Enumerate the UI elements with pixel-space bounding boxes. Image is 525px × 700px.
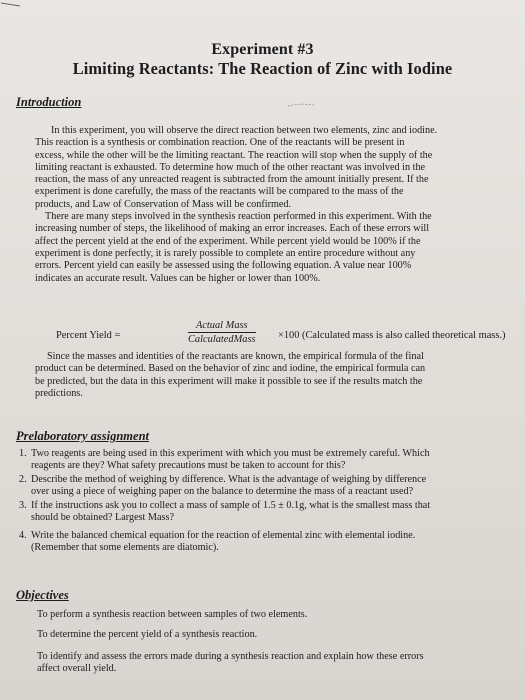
prelab-heading: Prelaboratory assignment: [16, 429, 149, 443]
document-page: Experiment #3 Limiting Reactants: The Reaction of Zinc with Iodine Introduction In this experiment, you will observe the direct reaction between two elements, zinc and iodine. This reaction is a synthesis or combination reaction. One of the reactants will be present in excess, while the other will be the limiting reactant. The reaction will stop when the supply of the limiting reactant is exhausted. To determine how much of the other reactant was involved in the reaction, the mass of any unreacted reagent is subtracted from the amount initially present. If the experiment is done carefully, the mass of the reactants will be compared to the mass of the products, and Law of Conservation of Mass will be confirmed. There are many steps involved in the synthesis reaction performed in this experiment. With the increasing number of steps, the likelihood of making an error increases. Each of these errors will affect the percent yield at the end of the experiment. While percent yield would be 100% if the experiment is done perfectly, it is rarely possible to complete an entire procedure without any errors. Percent yield can easily be assessed using the following equation. A value near 100% indicates an accurate result. Values can be higher or lower than 100%. Percent Yield = Actual Mass CalculatedMass ×100 (Calculated mass is also called theoretical mass.) Since the masses and identities of the reactants are known, the empirical formula of the final product can be determined. Based on the behavior of zinc and iodine, the empirical formula can be predicted, but the data in this experiment will make it possible to see if the results match the predictions. Prelaboratory assignment 1. Two reagents are being used in this experiment with which you must be extremely careful. Which reagents are they? What safety precautions must be taken to account for this? 2. Describe the method of weighing by difference. What is the advantage of weighing by difference over using a piece of weighing paper on the balance to determine the mass of a reactant used? 3. If the instructions ask you to collect a mass of sample of 1.5 ± 0.1g, what is the smallest mass that should be obtained? Largest Mass? 4. Write the balanced chemical equation for the reaction of elemental zinc with elemental iodine. (Remember that some elements are diatomic). Objectives To perform a synthesis reaction between samples of two elements. To determine the percent yield of a synthesis reaction. To identify and assess the errors made during a synthesis reaction and explain how these errors affect overall yield.: [0, 0, 525, 700]
percent-yield-equation: [56, 320, 525, 350]
intro-paragraph-1: In this experiment, you will observe the direct reaction between two elements, zinc and iodine. This reaction is a synthesis or combination reaction. One of the reactants will be present in excess, while the other will be the limiting reactant. The reaction will stop when the supply of the limiting reactant is exhausted. To determine how much of the other reactant was involved in the reaction, the mass of any unreacted reagent is subtracted from the amount initially present. If the experiment is done carefully, the mass of the reactants will be compared to the mass of the products, and Law of Conservation of Mass will be confirmed. There are many steps involved in the synthesis reaction performed in this experiment. With the increasing number of steps, the likelihood of making an error increases. Each of these errors will affect the percent yield at the end of the experiment. While percent yield would be 100% if the experiment is done perfectly, it is rarely possible to complete an entire procedure without any errors. Percent yield can easily be assessed using the following equation. A value near 100% indicates an accurate result. Values can be higher or lower than 100%.: [35, 125, 438, 284]
objective-item-2: To determine the percent yield of a synthesis reaction.: [37, 629, 258, 640]
intro-paragraph-3: Since the masses and identities of the reactants are known, the empirical formula of the final product can be determined. Based on the behavior of zinc and iodine, the empirical formula can be predicted, but the data in this experiment will make it possible to see if the results match the predictions.: [35, 351, 426, 399]
equation-numerator: Actual Mass: [188, 320, 256, 333]
equation-label: Percent Yield =: [56, 330, 121, 341]
objective-item-1: To perform a synthesis reaction between samples of two elements.: [37, 609, 308, 620]
objectives-heading: Objectives: [16, 588, 69, 602]
equation-fraction: [188, 320, 256, 346]
objective-item-3: To identify and assess the errors made during a synthesis reaction and explain how these errors affect overall yield.: [37, 651, 424, 675]
equation-denominator: CalculatedMass: [188, 334, 256, 345]
pen-mark-icon: [0, 2, 22, 8]
introduction-heading: Introduction: [16, 95, 82, 109]
pencil-tick-icon: [286, 102, 316, 108]
equation-tail: ×100 (Calculated mass is also called theoretical mass.): [278, 330, 506, 341]
title-line-2: Limiting Reactants: The Reaction of Zinc with Iodine: [72, 59, 453, 78]
document-title: [0, 40, 525, 78]
title-line-1: Experiment #3: [211, 41, 314, 58]
